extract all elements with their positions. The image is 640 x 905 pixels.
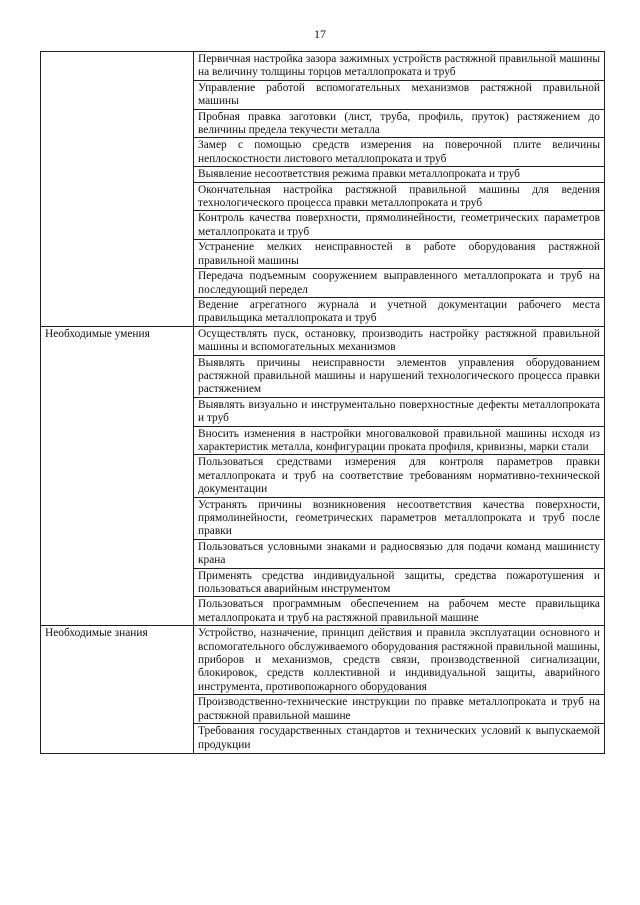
section-label-cell: Необходимые умения — [41, 326, 194, 626]
requirements-table-body — [41, 52, 605, 754]
requirement-item: Ведение агрегатного журнала и учетной документации рабочего места правильщика металлопроката и труб — [194, 297, 605, 326]
requirement-item: Пользоваться программным обеспечением на рабочем месте правильщика металлопроката и труб на растяжной правильной машине — [194, 597, 605, 626]
requirement-item: Вносить изменения в настройки многовалковой правильной машины исходя из характеристик металла, конфигурации проката профиля, кривизны, марки стали — [194, 426, 605, 455]
requirement-item: Устранение мелких неисправностей в работе оборудования растяжной правильной машины — [194, 240, 605, 269]
requirement-item: Осуществлять пуск, остановку, производить настройку растяжной правильной машины и вспомогательных механизмов — [194, 326, 605, 355]
requirement-item: Пользоваться условными знаками и радиосвязью для подачи команд машинисту крана — [194, 539, 605, 568]
requirements-table — [40, 51, 605, 754]
table-row — [41, 52, 605, 81]
requirement-item: Выявление несоответствия режима правки металлопроката и труб — [194, 167, 605, 182]
requirement-item: Устройство, назначение, принцип действия и правила эксплуатации основного и вспомогательного обслуживаемого оборудования растяжной правильной машины, приборов и механизмов, средств связи, производственной сигнализации, блокировок, средств коллективной и индивидуальной защиты, аварийного инструмента, противопожарного оборудования — [194, 626, 605, 695]
requirement-item: Выявлять визуально и инструментально поверхностные дефекты металлопроката и труб — [194, 397, 605, 426]
requirement-item: Управление работой вспомогательных механизмов растяжной правильной машины — [194, 80, 605, 109]
section-label-cell: Необходимые знания — [41, 626, 194, 754]
page-number: 17 — [314, 27, 326, 41]
requirement-item: Применять средства индивидуальной защиты, средства пожаротушения и пользоваться аварийным инструментом — [194, 568, 605, 597]
requirement-item: Пробная правка заготовки (лист, труба, профиль, пруток) растяжением до величины предела текучести металла — [194, 109, 605, 138]
requirement-item: Требования государственных стандартов и технических условий к выпускаемой продукции — [194, 724, 605, 754]
table-row — [41, 626, 605, 695]
requirement-item: Контроль качества поверхности, прямолинейности, геометрических параметров металлопроката и труб — [194, 211, 605, 240]
requirement-item: Передача подъемным сооружением выправленного металлопроката и труб на последующий передел — [194, 269, 605, 298]
requirement-item: Окончательная настройка растяжной правильной машины для ведения технологического процесса правки металлопроката и труб — [194, 182, 605, 211]
table-row — [41, 326, 605, 355]
requirement-item: Производственно-технические инструкции по правке металлопроката и труб на растяжной правильной машине — [194, 695, 605, 724]
requirement-item: Устранять причины возникновения несоответствия качества поверхности, прямолинейности, геометрических параметров металлопроката и труб после правки — [194, 497, 605, 539]
section-label-cell — [41, 52, 194, 327]
requirement-item: Выявлять причины неисправности элементов управления оборудованием растяжной правильной машины и нарушений технологического процесса правки растяжением — [194, 355, 605, 397]
requirement-item: Замер с помощью средств измерения на поверочной плите величины неплоскостности листового металлопроката и труб — [194, 138, 605, 167]
requirement-item: Первичная настройка зазора зажимных устройств растяжной правильной машины на величину толщины торцов металлопроката и труб — [194, 52, 605, 81]
requirement-item: Пользоваться средствами измерения для контроля параметров правки металлопроката и труб на соответствие требованиям нормативно-технической документации — [194, 455, 605, 497]
